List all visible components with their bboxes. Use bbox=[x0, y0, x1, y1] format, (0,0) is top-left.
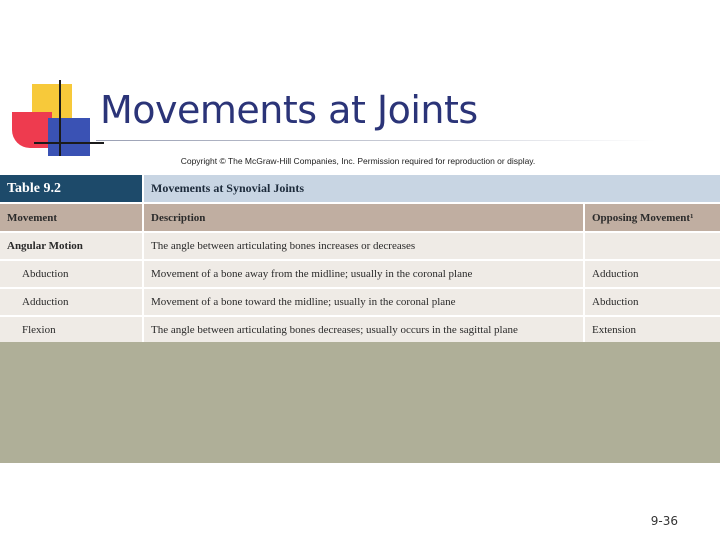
table-caption: Movements at Synovial Joints bbox=[143, 175, 720, 203]
image-background-band bbox=[0, 342, 720, 463]
table-row bbox=[0, 232, 720, 260]
cell-opposing: Extension bbox=[584, 316, 720, 344]
header-opposing-movement: Opposing Movement¹ bbox=[584, 203, 720, 232]
cell-opposing bbox=[584, 232, 720, 260]
table-label: Table 9.2 bbox=[0, 175, 143, 203]
copyright-notice: Copyright © The McGraw-Hill Companies, Inc. Permission required for reproduction or display. bbox=[180, 156, 536, 166]
cell-description: Movement of a bone away from the midline; usually in the coronal plane bbox=[143, 260, 584, 288]
movements-table bbox=[0, 175, 720, 345]
cell-movement: Angular Motion bbox=[0, 232, 143, 260]
movements-table-image bbox=[0, 175, 720, 342]
header-movement: Movement bbox=[0, 203, 143, 232]
table-title-row bbox=[0, 175, 720, 203]
cell-opposing: Abduction bbox=[584, 288, 720, 316]
cell-movement: Abduction bbox=[0, 260, 143, 288]
logo-blue-square bbox=[48, 118, 90, 156]
cell-description: The angle between articulating bones increases or decreases bbox=[143, 232, 584, 260]
cell-opposing: Adduction bbox=[584, 260, 720, 288]
table-row bbox=[0, 260, 720, 288]
table-row bbox=[0, 288, 720, 316]
cell-movement: Flexion bbox=[0, 316, 143, 344]
table-header-row bbox=[0, 203, 720, 232]
cell-movement: Adduction bbox=[0, 288, 143, 316]
table-row bbox=[0, 316, 720, 344]
title-underline bbox=[96, 140, 656, 141]
cell-description: The angle between articulating bones decreases; usually occurs in the sagittal plane bbox=[143, 316, 584, 344]
cell-description: Movement of a bone toward the midline; usually in the coronal plane bbox=[143, 288, 584, 316]
slide-title: Movements at Joints bbox=[100, 88, 478, 132]
logo-horizontal-line bbox=[34, 142, 104, 144]
logo-vertical-line bbox=[59, 80, 61, 156]
header-description: Description bbox=[143, 203, 584, 232]
slide-logo-graphic bbox=[0, 0, 110, 170]
page-number: 9-36 bbox=[650, 514, 678, 528]
